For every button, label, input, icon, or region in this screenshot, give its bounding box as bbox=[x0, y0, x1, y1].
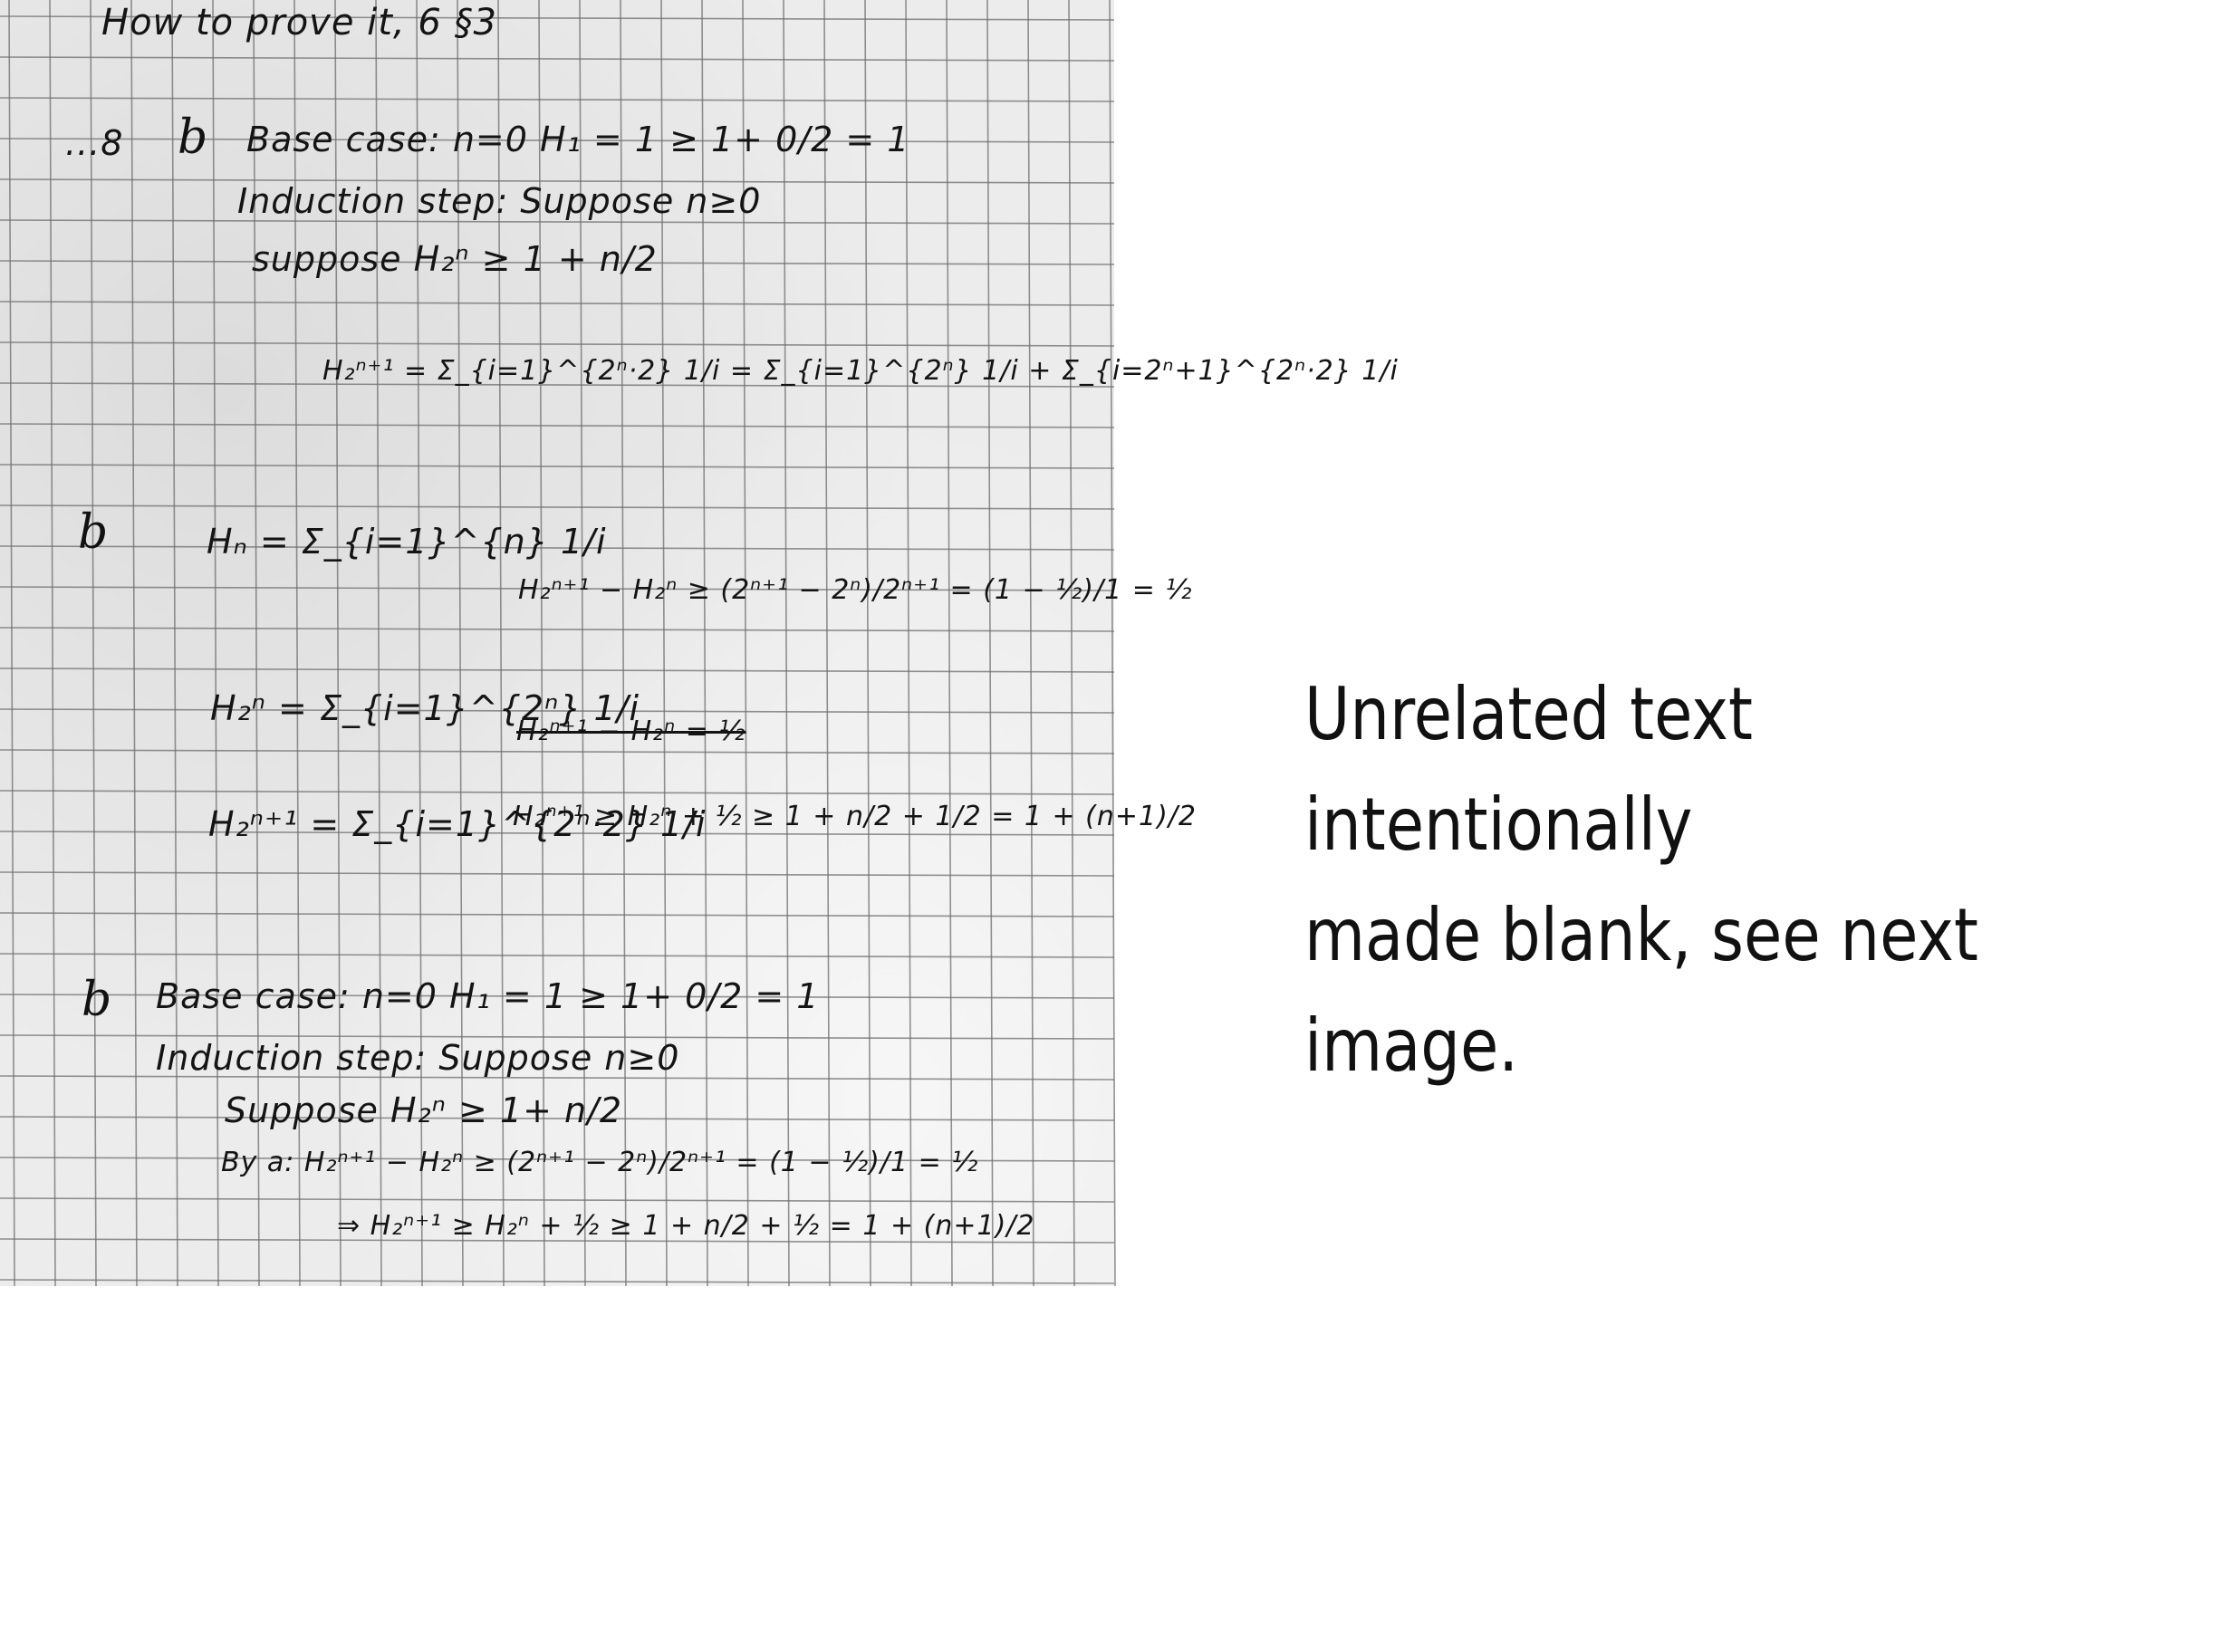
grid-line-horizontal bbox=[0, 668, 1114, 672]
grid-line-vertical bbox=[213, 0, 218, 1286]
part-a-mark: b bbox=[178, 110, 208, 165]
side-note-line-2: made blank, see next image. bbox=[1304, 893, 1978, 1088]
grid-line-horizontal bbox=[0, 954, 1114, 957]
grid-line-vertical bbox=[9, 0, 14, 1286]
harmonic-definition: Hₙ = Σ_{i=1}^{n} 1/i bbox=[207, 522, 607, 562]
suppose-line: suppose H₂ⁿ ≥ 1 + n/2 bbox=[252, 239, 658, 279]
grid-line-vertical bbox=[1069, 0, 1074, 1286]
grid-line-vertical bbox=[865, 0, 871, 1286]
notebook-page-photo bbox=[0, 0, 1399, 1286]
final-induction-step: Induction step: Suppose n≥0 bbox=[156, 1038, 680, 1078]
grid-line-horizontal bbox=[0, 302, 1114, 305]
sum-expansion: H₂ⁿ⁺¹ = Σ_{i=1}^{2ⁿ·2} 1/i = Σ_{i=1}^{2ⁿ} 1/i + Σ_{i=2ⁿ+1}^{2ⁿ·2} 1/i bbox=[322, 355, 1399, 387]
base-case-line: Base case: n=0 H₁ = 1 ≥ 1+ 0/2 = 1 bbox=[246, 120, 910, 159]
grid-line-horizontal bbox=[0, 872, 1114, 876]
grid-line-vertical bbox=[947, 0, 952, 1286]
harmonic-2n1-definition: H₂ⁿ⁺¹ = Σ_{i=1}^{2ⁿ·2} 1/i bbox=[208, 804, 707, 844]
side-note bbox=[1304, 659, 2192, 1101]
grid-line-vertical bbox=[824, 0, 830, 1286]
side-note-line-1: Unrelated text intentionally bbox=[1304, 672, 1753, 867]
final-implication: ⇒ H₂ⁿ⁺¹ ≥ H₂ⁿ + ½ ≥ 1 + n/2 + ½ = 1 + (n+1)/2 bbox=[337, 1210, 1035, 1242]
grid-line-horizontal bbox=[0, 750, 1114, 754]
grid-line-vertical bbox=[784, 0, 789, 1286]
grid-line-vertical bbox=[1028, 0, 1034, 1286]
part-a-mark-2: b bbox=[78, 505, 109, 560]
final-base-case: Base case: n=0 H₁ = 1 ≥ 1+ 0/2 = 1 bbox=[156, 976, 820, 1016]
harmonic-2n-definition: H₂ⁿ = Σ_{i=1}^{2ⁿ} 1/i bbox=[210, 688, 640, 728]
grid-line-vertical bbox=[1110, 0, 1115, 1286]
induction-step-line: Induction step: Suppose n≥0 bbox=[237, 181, 762, 221]
grid-line-vertical bbox=[50, 0, 55, 1286]
grid-line-horizontal bbox=[0, 342, 1114, 346]
grid-line-horizontal bbox=[0, 424, 1114, 427]
grid-line-horizontal bbox=[0, 465, 1114, 468]
page-header: How to prove it, 6 §3 bbox=[101, 2, 497, 43]
grid-line-vertical bbox=[906, 0, 911, 1286]
struck-out-line: H₂ⁿ⁺¹ − H₂ⁿ = ½ bbox=[516, 716, 746, 747]
grid-line-horizontal bbox=[0, 913, 1114, 917]
grid-line-horizontal bbox=[0, 1198, 1114, 1202]
part-b-mark: b bbox=[82, 973, 112, 1027]
difference-bound: H₂ⁿ⁺¹ − H₂ⁿ ≥ (2ⁿ⁺¹ − 2ⁿ)/2ⁿ⁺¹ = (1 − ½)/1 = ½ bbox=[518, 574, 1193, 606]
final-by-a: By a: H₂ⁿ⁺¹ − H₂ⁿ ≥ (2ⁿ⁺¹ − 2ⁿ)/2ⁿ⁺¹ = (1 − ½)/1 = ½ bbox=[221, 1147, 979, 1178]
grid-line-vertical bbox=[131, 0, 137, 1286]
grid-line-horizontal bbox=[0, 1280, 1114, 1283]
grid-line-vertical bbox=[987, 0, 993, 1286]
grid-line-vertical bbox=[91, 0, 96, 1286]
grid-line-vertical bbox=[172, 0, 178, 1286]
final-suppose: Suppose H₂ⁿ ≥ 1+ n/2 bbox=[225, 1090, 623, 1130]
grid-line-horizontal bbox=[0, 505, 1114, 509]
exercise-label: ...8 bbox=[65, 123, 124, 163]
grid-line-horizontal bbox=[0, 791, 1114, 794]
grid-line-horizontal bbox=[0, 628, 1114, 631]
conclusion-line: H₂ⁿ⁺¹ ≥ H₂ⁿ + ½ ≥ 1 + n/2 + 1/2 = 1 + (n+1)/2 bbox=[513, 801, 1198, 832]
